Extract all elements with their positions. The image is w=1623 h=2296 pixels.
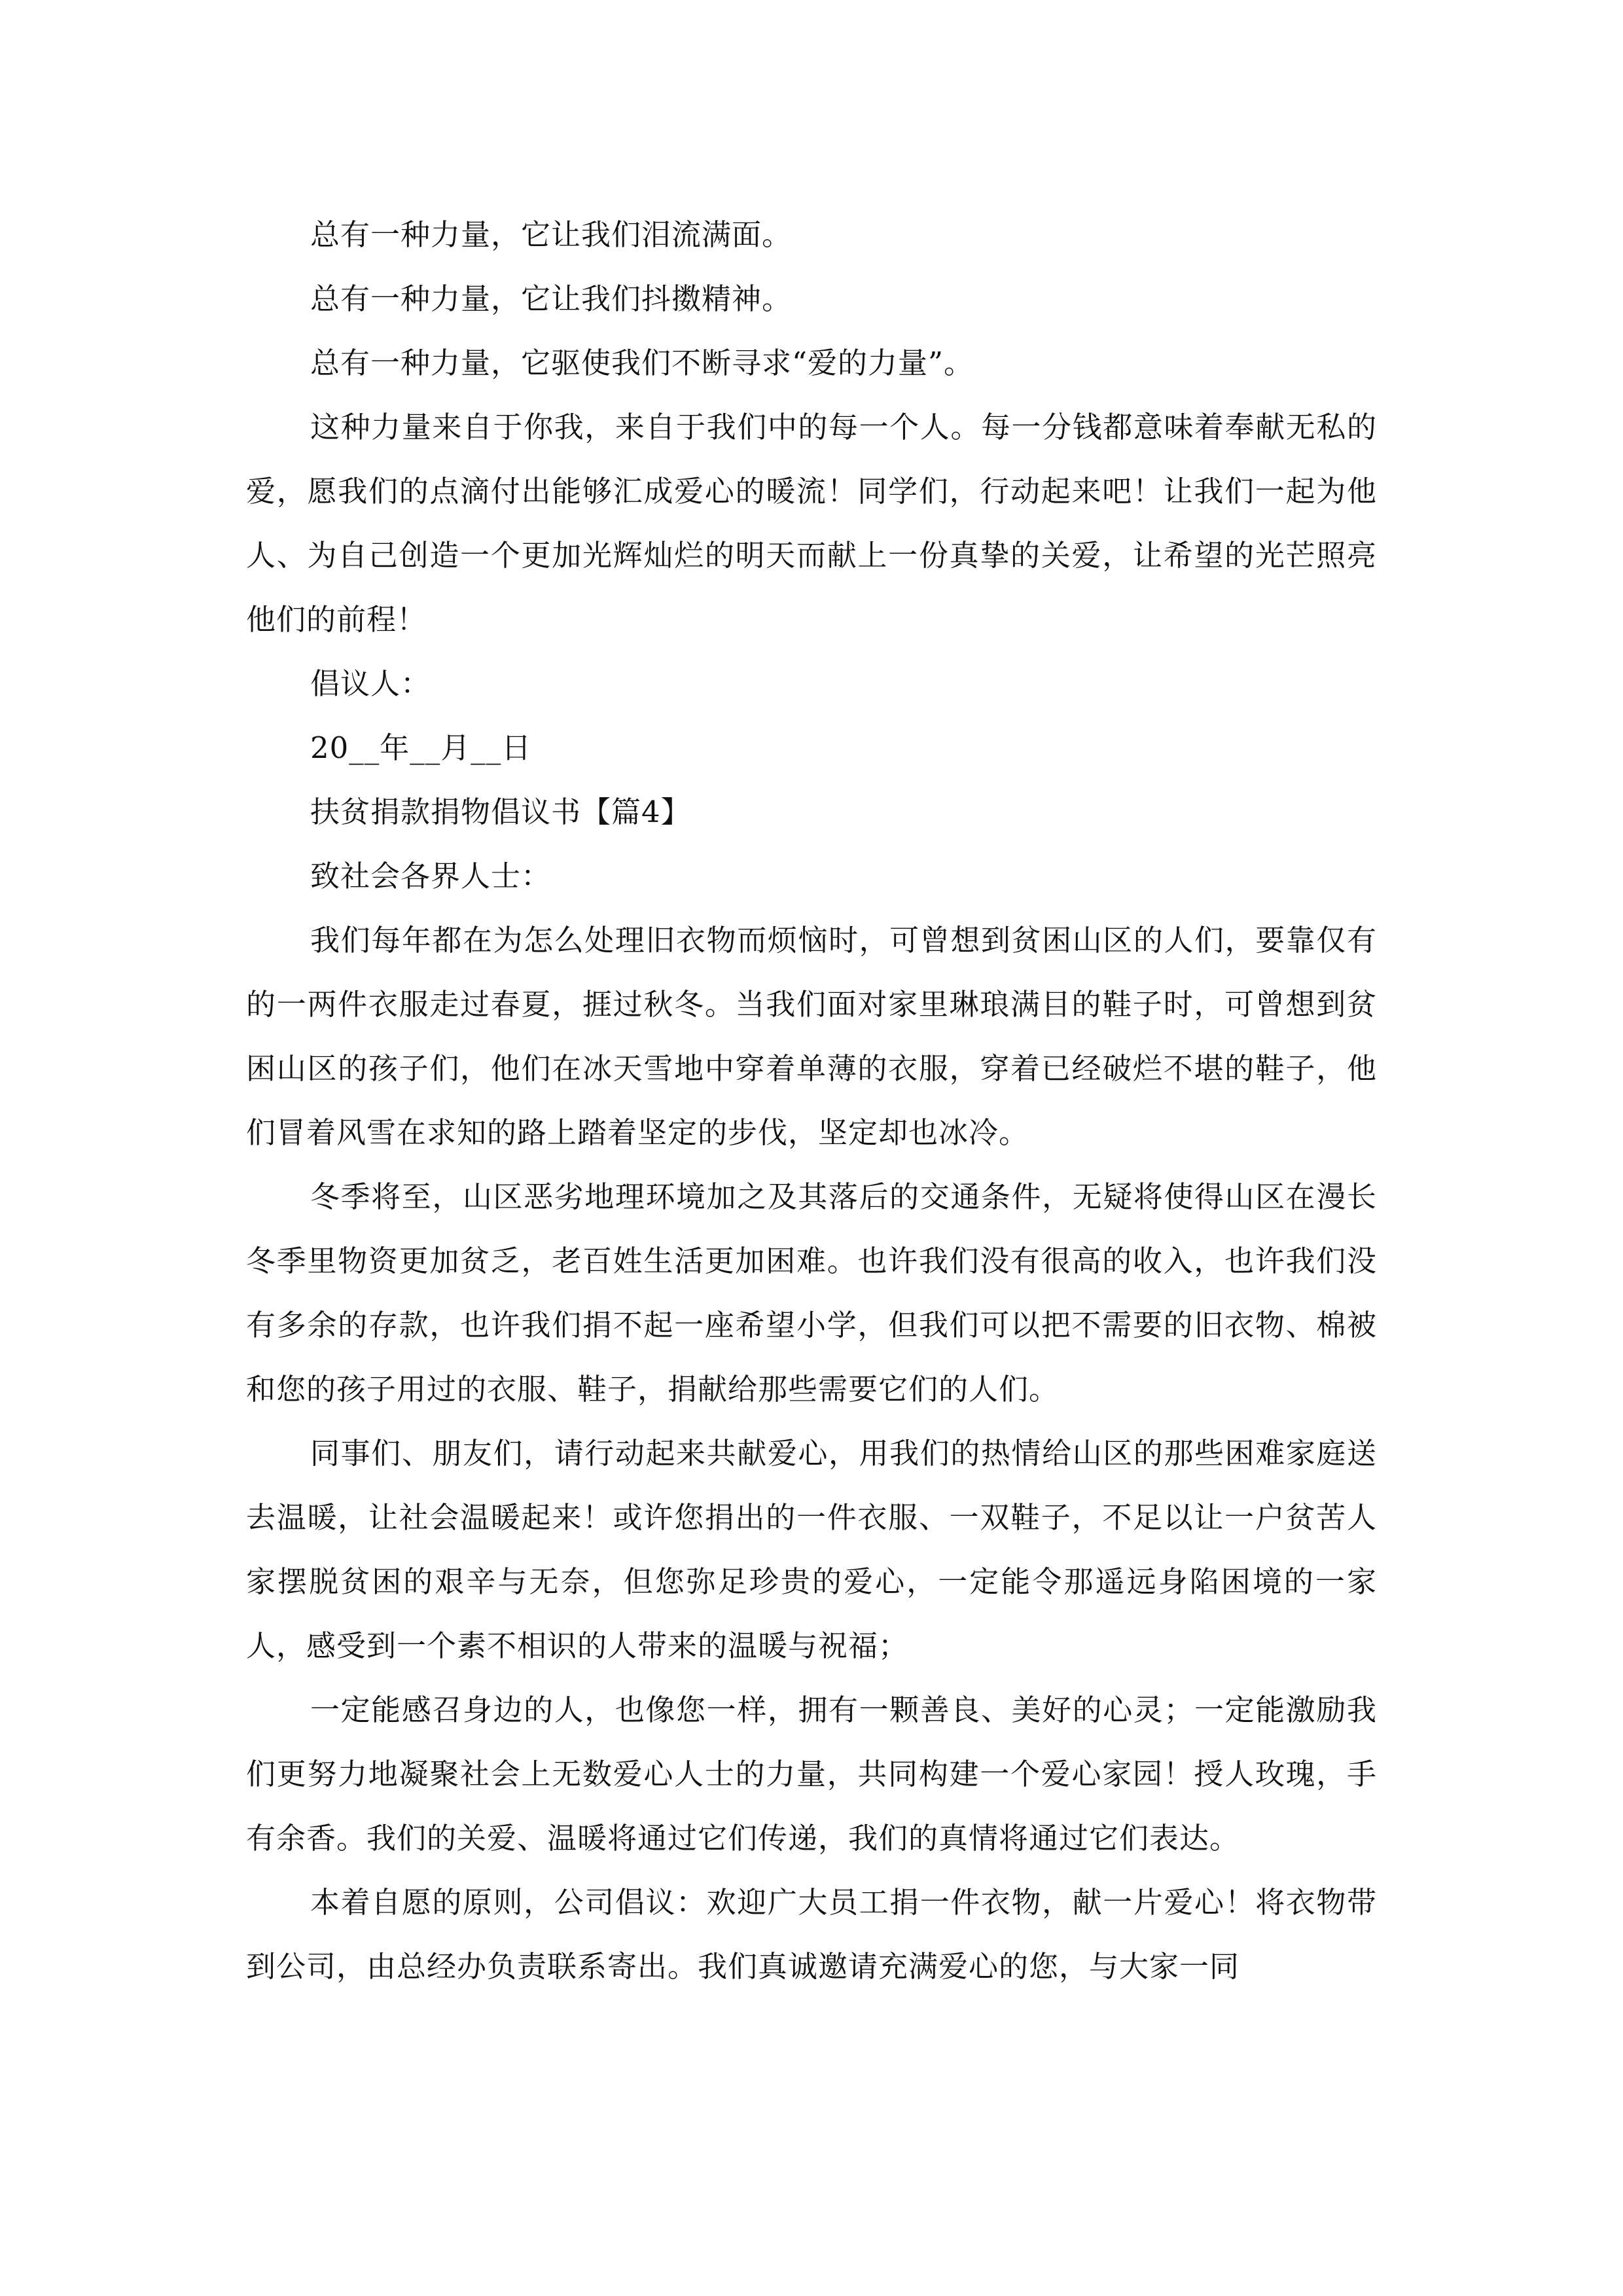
initiator-line: 倡议人： bbox=[310, 666, 431, 701]
section-title: 扶贫捐款捐物倡议书【篇4】 bbox=[310, 795, 691, 829]
paragraph-9: 我们每年都在为怎么处理旧衣物而烦恼时，可曾想到贫困山区的人们，要靠仅有的一两件衣服走过春夏，捱过秋冬。当我们面对家里琳琅满目的鞋子时，可曾想到贫困山区的孩子们，他们在冰天雪地中穿着单薄的衣服，穿着已经破烂不堪的鞋子，他们冒着风雪在求知的路上踏着坚定的步伐，坚定却也冰冷。 bbox=[246, 923, 1377, 1150]
paragraph-4: 这种力量来自于你我，来自于我们中的每一个人。每一分钱都意味着奉献无私的爱，愿我们的点滴付出能够汇成爱心的暖流！同学们，行动起来吧！让我们一起为他人、为自己创造一个更加光辉灿烂的明天而献上一份真挚的关爱，让希望的光芒照亮他们的前程！ bbox=[246, 410, 1377, 637]
date-line: 20__年__月__日 bbox=[310, 730, 532, 765]
paragraph-11: 同事们、朋友们，请行动起来共献爱心，用我们的热情给山区的那些困难家庭送去温暖，让社会温暖起来！或许您捐出的一件衣服、一双鞋子，不足以让一户贫苦人家摆脱贫困的艰辛与无奈，但您弥足珍贵的爱心，一定能令那遥远身陷困境的一家人，感受到一个素不相识的人带来的温暖与祝福； bbox=[246, 1436, 1377, 1663]
paragraph-10: 冬季将至，山区恶劣地理环境加之及其落后的交通条件，无疑将使得山区在漫长冬季里物资更加贫乏，老百姓生活更加困难。也许我们没有很高的收入，也许我们没有多余的存款，也许我们捐不起一座希望小学，但我们可以把不需要的旧衣物、棉被和您的孩子用过的衣服、鞋子，捐献给那些需要它们的人们。 bbox=[246, 1179, 1377, 1407]
paragraph-12: 一定能感召身边的人，也像您一样，拥有一颗善良、美好的心灵；一定能激励我们更努力地凝聚社会上无数爱心人士的力量，共同构建一个爱心家园！授人玫瑰，手有余香。我们的关爱、温暖将通过它们传递，我们的真情将通过它们表达。 bbox=[246, 1693, 1377, 1856]
paragraph-3: 总有一种力量，它驱使我们不断寻求“爱的力量”。 bbox=[310, 346, 974, 380]
paragraph-1: 总有一种力量，它让我们泪流满面。 bbox=[310, 217, 793, 252]
document-body bbox=[246, 203, 1377, 1999]
paragraph-13: 本着自愿的原则，公司倡议：欢迎广大员工捐一件衣物，献一片爱心！将衣物带到公司，由总经办负责联系寄出。我们真诚邀请充满爱心的您，与大家一同 bbox=[246, 1885, 1377, 1984]
paragraph-2: 总有一种力量，它让我们抖擞精神。 bbox=[310, 281, 793, 316]
salutation: 致社会各界人士： bbox=[310, 859, 552, 893]
